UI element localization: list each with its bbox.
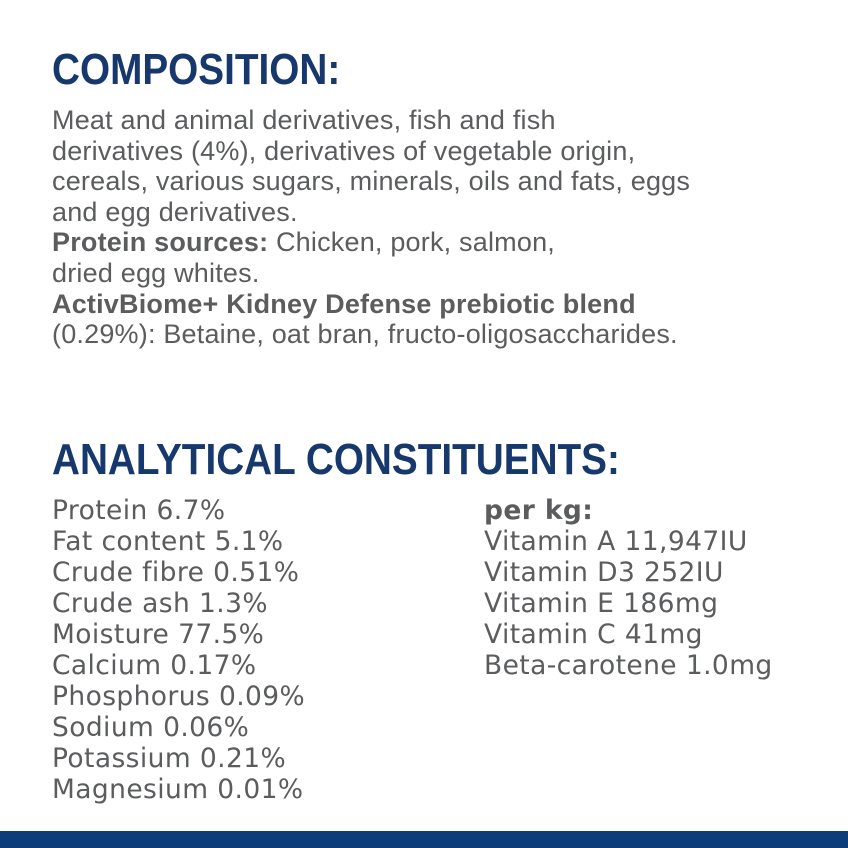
constituent-row	[52, 557, 484, 588]
constituent-row	[52, 774, 484, 805]
composition-line-text: Chicken, pork, salmon,	[268, 227, 555, 258]
constituent-row	[52, 495, 484, 526]
composition-line	[52, 166, 824, 197]
constituent-value: 0.09%	[218, 680, 306, 712]
constituent-name: Calcium	[52, 649, 162, 681]
per-kg-column	[484, 495, 824, 805]
composition-line	[52, 227, 824, 258]
activbiome-blend-label: ActivBiome+ Kidney Defense prebiotic blend	[52, 288, 636, 319]
constituent-value: 1.3%	[199, 587, 268, 619]
constituent-name: Potassium	[52, 742, 192, 774]
constituent-name: Protein	[52, 494, 148, 526]
constituent-row	[52, 650, 484, 681]
vitamin-value: 252IU	[644, 556, 724, 588]
composition-line	[52, 197, 824, 228]
constituent-value: 0.21%	[199, 742, 287, 774]
constituent-row	[52, 743, 484, 774]
composition-line-text: (0.29%): Betaine, oat bran, fructo-oligosaccharides.	[52, 319, 678, 350]
composition-line-text: dried egg whites.	[52, 257, 260, 288]
composition-line-text: and egg derivatives.	[52, 196, 298, 227]
composition-text	[52, 105, 824, 350]
constituent-value: 5.1%	[214, 525, 284, 557]
constituent-row	[52, 526, 484, 557]
constituent-name: Crude ash	[52, 587, 191, 619]
composition-line	[52, 136, 824, 167]
composition-line	[52, 105, 824, 136]
constituent-row	[52, 712, 484, 743]
constituent-value: 77.5%	[178, 618, 265, 650]
vitamin-name: Vitamin A	[484, 525, 616, 557]
constituent-value: 0.51%	[213, 556, 300, 588]
vitamin-name: Vitamin D3	[484, 556, 636, 588]
protein-sources-label: Protein sources:	[52, 227, 269, 258]
vitamin-name: Vitamin C	[484, 618, 617, 650]
vitamin-name: Vitamin E	[484, 587, 615, 619]
analytical-constituents-heading: ANALYTICAL CONSTITUENTS:	[52, 434, 620, 484]
per-kg-label: per kg:	[484, 494, 594, 526]
analytical-constituents-table	[52, 495, 824, 805]
constituent-name: Magnesium	[52, 773, 209, 805]
composition-line	[52, 319, 824, 350]
composition-line-text: cereals, various sugars, minerals, oils and fats, eggs	[52, 166, 691, 197]
label-info-panel	[52, 0, 824, 805]
constituent-name: Phosphorus	[52, 680, 211, 712]
vitamin-value: 41mg	[624, 618, 703, 650]
constituent-name: Moisture	[52, 618, 170, 650]
constituents-column	[52, 495, 484, 805]
vitamin-row	[484, 526, 824, 557]
constituent-row	[52, 588, 484, 619]
constituent-name: Fat content	[52, 525, 206, 557]
vitamin-row	[484, 557, 824, 588]
constituent-name: Sodium	[52, 711, 155, 743]
composition-line	[52, 289, 824, 320]
composition-heading: COMPOSITION:	[52, 45, 341, 94]
constituent-value: 6.7%	[156, 494, 226, 526]
bottom-accent-bar	[0, 831, 848, 848]
composition-line	[52, 258, 824, 289]
vitamin-name: Beta-carotene	[484, 649, 678, 681]
constituent-value: 0.01%	[217, 773, 304, 805]
vitamin-row	[484, 619, 824, 650]
constituent-row	[52, 619, 484, 650]
vitamin-value: 11,947IU	[624, 525, 748, 557]
vitamin-row	[484, 650, 824, 681]
vitamin-value: 1.0mg	[685, 649, 773, 681]
vitamin-value: 186mg	[623, 587, 719, 619]
constituent-row	[52, 681, 484, 712]
vitamin-row	[484, 588, 824, 619]
constituent-value: 0.17%	[170, 649, 257, 681]
composition-line-text: derivatives (4%), derivatives of vegetable origin,	[52, 135, 636, 166]
constituent-value: 0.06%	[163, 711, 250, 743]
constituent-name: Crude fibre	[52, 556, 205, 588]
composition-line-text: Meat and animal derivatives, fish and fish	[52, 105, 556, 135]
